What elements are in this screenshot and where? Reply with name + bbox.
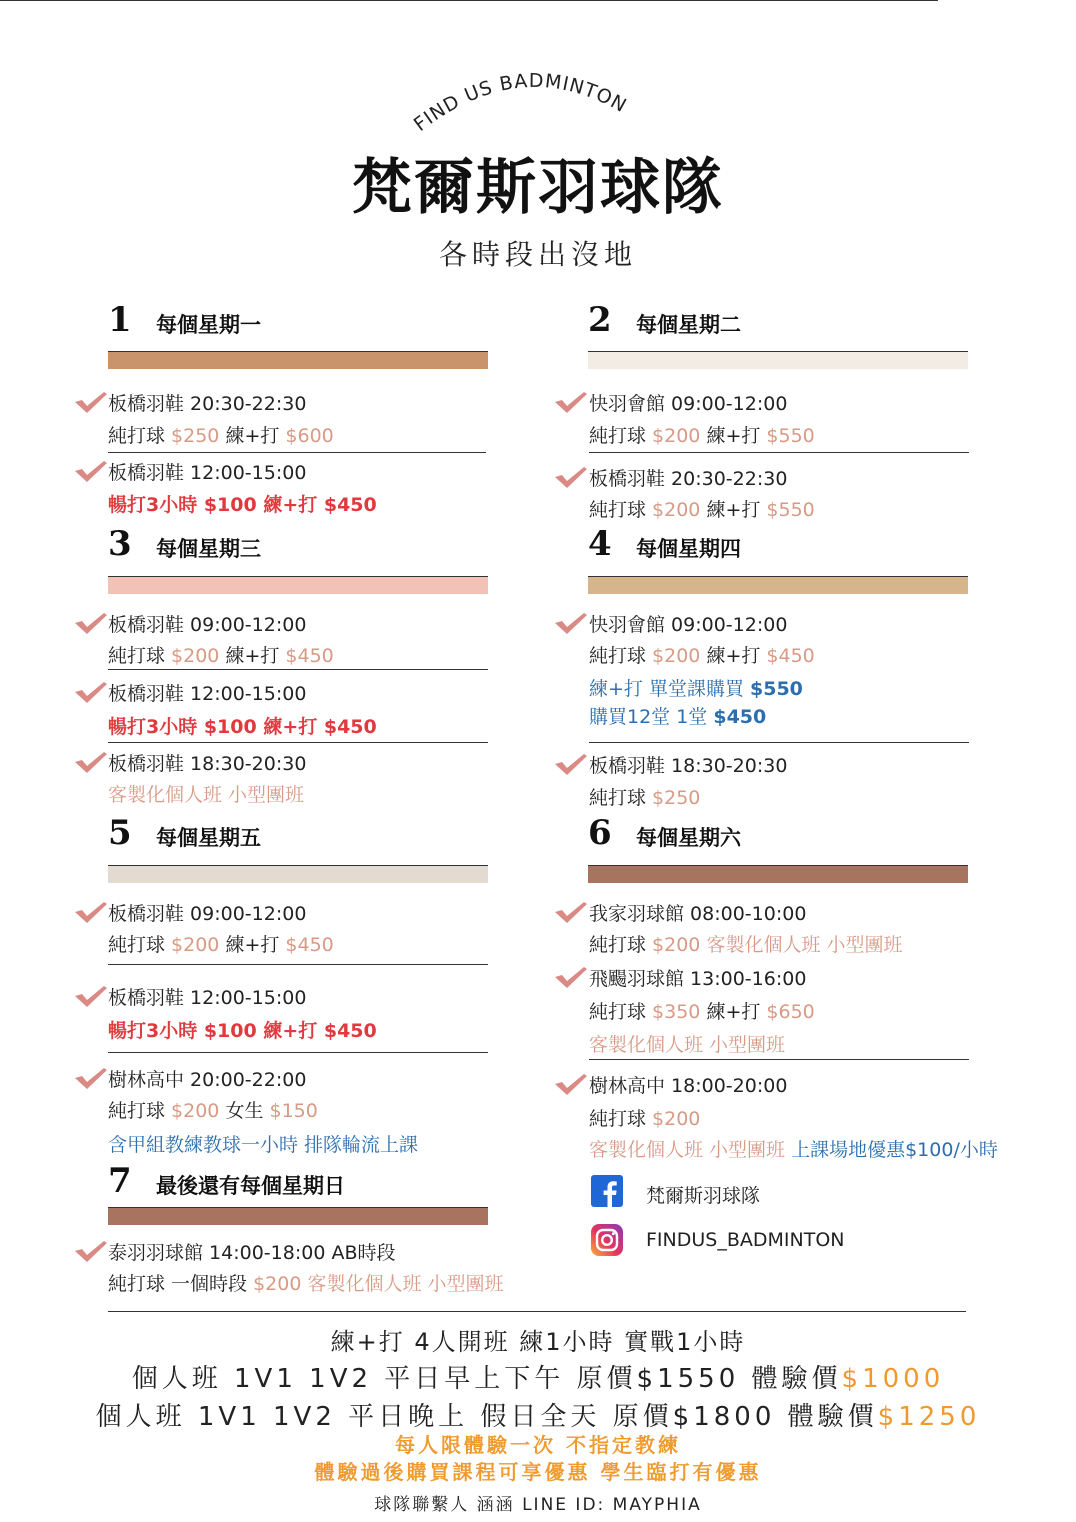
day-label-mon: 每個星期一 <box>156 313 261 337</box>
venue-line: 快羽會館 09:00-12:00 <box>589 393 788 415</box>
footer-discount: 體驗過後購買課程可享優惠 學生臨打有優惠 <box>314 1460 762 1484</box>
venue-line: 板橋羽鞋 20:30-22:30 <box>589 468 788 490</box>
day-label-thu: 每個星期四 <box>636 537 741 561</box>
day-number-wed: 3 <box>108 524 132 564</box>
venue-line: 樹林高中 20:00-22:00 <box>108 1069 307 1091</box>
check-icon <box>73 610 109 636</box>
price-line: 純打球 $200 練+打 $450 <box>108 645 334 667</box>
check-icon <box>553 610 589 636</box>
day-number-fri: 5 <box>108 813 132 853</box>
price-line: 純打球 $200 客製化個人班 小型團班 <box>589 934 903 956</box>
venue-line: 板橋羽鞋 12:00-15:00 <box>108 683 307 705</box>
check-icon <box>73 983 109 1009</box>
promo-line: 暢打3小時 $100 練+打 $450 <box>108 1020 377 1042</box>
entry-divider <box>589 1059 969 1060</box>
check-icon <box>73 389 109 415</box>
promo-line: 暢打3小時 $100 練+打 $450 <box>108 716 377 738</box>
check-icon <box>73 1065 109 1091</box>
price-line: 純打球 $200 練+打 $550 <box>589 425 815 447</box>
class-note: 客製化個人班 小型團班 <box>589 1034 786 1056</box>
price-line: 純打球 $350 練+打 $650 <box>589 1001 815 1023</box>
price-line: 純打球 $200 練+打 $450 <box>589 645 815 667</box>
entry-divider <box>108 742 488 743</box>
instagram-handle[interactable]: FINDUS_BADMINTON <box>646 1229 845 1251</box>
venue-line: 快羽會館 09:00-12:00 <box>589 614 788 636</box>
footer-private-evening: 個人班 1V1 1V2 平日晚上 假日全天 原價$1800 體驗價$1250 <box>95 1402 981 1432</box>
venue-line: 板橋羽鞋 12:00-15:00 <box>108 987 307 1009</box>
course-offer-line: 購買12堂 1堂 $450 <box>589 706 767 728</box>
day-label-fri: 每個星期五 <box>156 826 261 850</box>
price-line: 純打球 $250 <box>589 787 701 809</box>
color-band-fri <box>108 866 488 883</box>
price-line: 純打球 $200 女生 $150 <box>108 1100 318 1122</box>
price-line: 純打球 $250 練+打 $600 <box>108 425 334 447</box>
day-label-wed: 每個星期三 <box>156 537 261 561</box>
day-number-tue: 2 <box>588 300 612 340</box>
instagram-icon[interactable] <box>591 1224 623 1256</box>
check-icon <box>553 964 589 990</box>
color-band-mon <box>108 352 488 369</box>
color-band-sat <box>588 866 968 883</box>
venue-line: 板橋羽鞋 09:00-12:00 <box>108 614 307 636</box>
venue-line: 板橋羽鞋 18:30-20:30 <box>108 753 307 775</box>
footer-divider <box>108 1311 966 1312</box>
page-title: 梵爾斯羽球隊 <box>352 153 724 223</box>
page-subtitle: 各時段出沒地 <box>438 238 637 271</box>
entry-divider <box>589 742 969 743</box>
day-number-mon: 1 <box>108 300 132 340</box>
facebook-icon[interactable] <box>591 1175 623 1207</box>
svg-text:FIND US BADMINTON: FIND US BADMINTON <box>409 69 631 136</box>
venue-line: 我家羽球館 08:00-10:00 <box>589 903 807 925</box>
day-label-tue: 每個星期二 <box>636 313 741 337</box>
check-icon <box>553 389 589 415</box>
check-icon <box>553 1071 589 1097</box>
day-label-sun: 最後還有每個星期日 <box>156 1174 345 1198</box>
venue-line: 板橋羽鞋 09:00-12:00 <box>108 903 307 925</box>
price-line: 純打球 一個時段 $200 客製化個人班 小型團班 <box>108 1273 504 1295</box>
color-band-sun <box>108 1208 488 1225</box>
entry-divider <box>108 1052 488 1053</box>
price-line: 純打球 $200 練+打 $550 <box>589 499 815 521</box>
facebook-page-name[interactable]: 梵爾斯羽球隊 <box>646 1185 761 1207</box>
day-label-sat: 每個星期六 <box>636 826 741 850</box>
color-band-thu <box>588 577 968 594</box>
footer-contact: 球隊聯繫人 涵涵 LINE ID: MAYPHIA <box>374 1495 702 1515</box>
color-band-tue <box>588 352 968 369</box>
check-icon <box>553 751 589 777</box>
entry-divider <box>108 669 488 670</box>
check-icon <box>73 1238 109 1264</box>
price-line: 純打球 $200 <box>589 1108 701 1130</box>
brand-arc-text <box>380 52 700 152</box>
class-note: 客製化個人班 小型團班 上課場地優惠$100/小時 <box>589 1139 998 1161</box>
venue-line: 板橋羽鞋 12:00-15:00 <box>108 462 307 484</box>
venue-line: 飛颺羽球館 13:00-16:00 <box>589 968 807 990</box>
check-icon <box>73 749 109 775</box>
day-number-sun: 7 <box>108 1161 132 1201</box>
venue-line: 樹林高中 18:00-20:00 <box>589 1075 788 1097</box>
footer-trial-limit: 每人限體驗一次 不指定教練 <box>395 1433 681 1457</box>
coach-note: 含甲組教練教球一小時 排隊輪流上課 <box>108 1134 419 1156</box>
check-icon <box>73 679 109 705</box>
entry-divider <box>589 452 969 453</box>
footer-private-weekday: 個人班 1V1 1V2 平日早上下午 原價$1550 體驗價$1000 <box>131 1364 945 1394</box>
top-divider <box>0 0 938 1</box>
class-note: 客製化個人班 小型團班 <box>108 784 305 806</box>
venue-line: 泰羽羽球館 14:00-18:00 AB時段 <box>108 1242 396 1264</box>
check-icon <box>553 464 589 490</box>
check-icon <box>73 458 109 484</box>
price-line: 純打球 $200 練+打 $450 <box>108 934 334 956</box>
course-offer-line: 練+打 單堂課購買 $550 <box>589 678 803 700</box>
color-band-wed <box>108 577 488 594</box>
day-number-sat: 6 <box>588 813 612 853</box>
day-number-thu: 4 <box>588 524 612 564</box>
entry-divider <box>108 452 486 453</box>
check-icon <box>553 899 589 925</box>
footer-group-class: 練+打 4人開班 練1小時 實戰1小時 <box>330 1328 746 1356</box>
entry-divider <box>108 964 488 965</box>
venue-line: 板橋羽鞋 18:30-20:30 <box>589 755 788 777</box>
venue-line: 板橋羽鞋 20:30-22:30 <box>108 393 307 415</box>
check-icon <box>73 899 109 925</box>
promo-line: 暢打3小時 $100 練+打 $450 <box>108 494 377 516</box>
